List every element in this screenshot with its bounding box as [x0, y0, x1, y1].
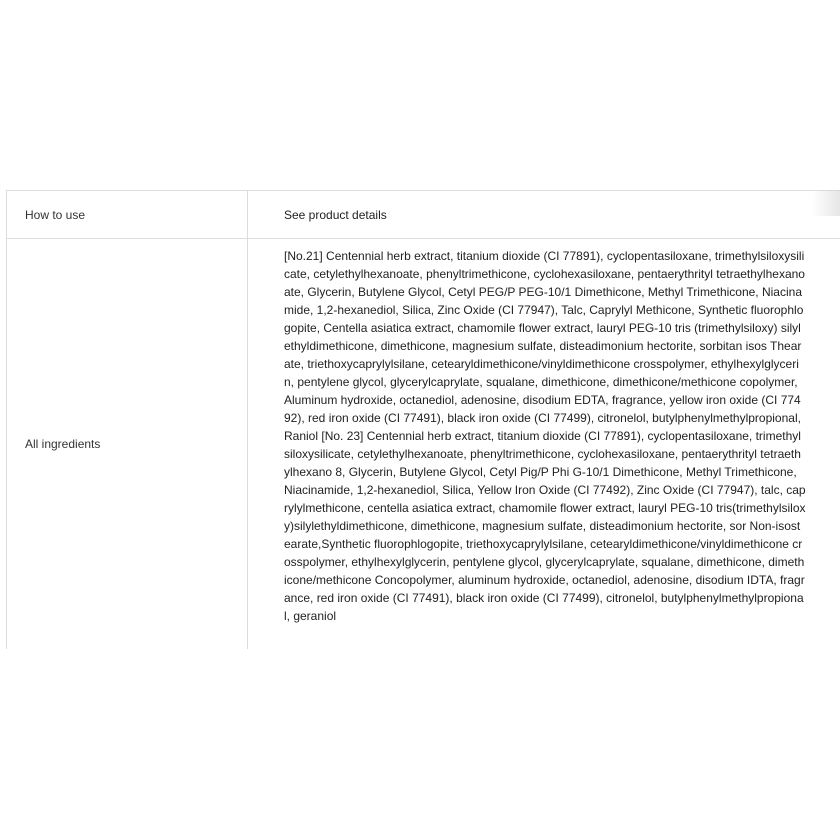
how-to-use-label: How to use	[6, 191, 248, 238]
all-ingredients-value: [No.21] Centennial herb extract, titanium dioxide (CI 77891), cyclopentasiloxane, trimethylsiloxysilicate, cetylethylhexanoate, phenyltrimethicone, cyclohexasiloxane, pentaerythrityl tetraethylhexanoate, Glycerin, Butylene Glycol, Cetyl PEG/P PEG-10/1 Dimethicone, Methyl Trimethicone, Niacinamide, 1,2-hexanediol, Silica, Zinc Oxide (CI 77947), Talc, Caprylyl Methicone, Synthetic fluorophlogopite, Centella asiatica extract, chamomile flower extract, lauryl PEG-10 tris (trimethylsiloxy) silylethyldimethicone, dimethicone, magnesium sulfate, disteadimonium hectorite, sorbitan isos Thearate, triethoxycaprylylsilane, cetearyldimethicone/vinyldimethicone crosspolymer, ethylhexylglycerin, pentylene glycol, glycerylcaprylate, squalane, dimethicone, dimethicone/methicone copolymer, Aluminum hydroxide, octanediol, adenosine, disodium EDTA, fragrance, yellow iron oxide (CI 77492), red iron oxide (CI 77491), black iron oxide (CI 77499), citronelol, butylphenylmethylpropional, Raniol [No. 23] Centennial herb extract, titanium dioxide (CI 77891), cyclopentasiloxane, trimethylsiloxysilicate, cetylethylhexanoate, phenyltrimethicone, cyclohexasiloxane, pentaerythrityl tetraethylhexano 8, Glycerin, Butylene Glycol, Cetyl Pig/P Phi G-10/1 Dimethicone, Methyl Trimethicone, Niacinamide, 1,2-hexanediol, Silica, Yellow Iron Oxide (CI 77492), Zinc Oxide (CI 77947), talc, caprylylmethicone, centella asiatica extract, chamomile flower extract, lauryl PEG-10 tris(trimethylsiloxy)silylethyldimethicone, dimethicone, magnesium sulfate, disteadimonium hectorite, sor Non-isostearate,Synthetic fluorophlogopite, triethoxycaprylylsilane, cetearyldimethicone/vinyldimethicone crosspolymer, ethylhexylglycerin, pentylene glycol, glycerylcaprylate, squalane, dimethicone, dimethicone/methicone Concopolymer, aluminum hydroxide, octanediol, adenosine, disodium IDTA, fragrance, red iron oxide (CI 77491), black iron oxide (CI 77499), citronelol, butylphenylmethylpropional, geraniol	[284, 249, 806, 623]
how-to-use-value: See product details	[284, 207, 387, 222]
product-details-table	[6, 190, 840, 649]
scroll-edge-shadow	[812, 190, 840, 216]
all-ingredients-label: All ingredients	[6, 239, 248, 649]
table-row-how-to-use	[6, 191, 840, 239]
table-row-all-ingredients	[6, 239, 840, 649]
